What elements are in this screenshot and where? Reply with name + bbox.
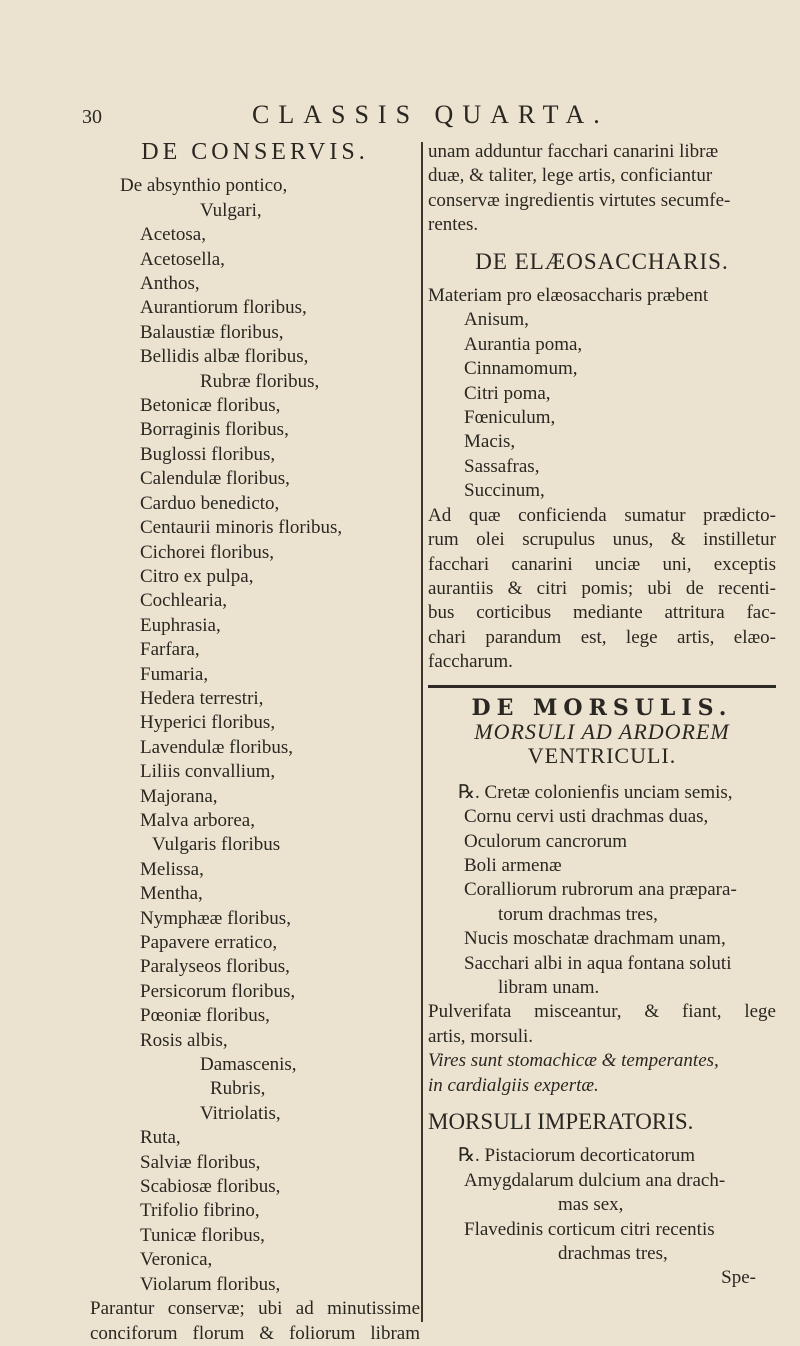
text-line: Damascenis, [200, 1054, 297, 1076]
text-line: Materiam pro elæosaccharis præbent [428, 285, 709, 307]
text-line: conciforum florum & foliorum libram [90, 1322, 420, 1344]
text-line: aurantiis & citri pomis; ubi de recenti- [428, 577, 776, 599]
text-line: Sacchari albi in aqua fontana soluti [464, 952, 732, 974]
section-title-conservis: DE CONSERVIS. [141, 139, 369, 165]
recipe-title-ventriculi: VENTRICULI. [527, 743, 677, 769]
text-line: Liliis convallium, [140, 761, 276, 783]
text-line: Flavedinis corticum citri recentis [464, 1218, 715, 1240]
text-line: ℞. Cretæ colonienfis unciam semis, [458, 781, 733, 803]
text-line: Nymphææ floribus, [140, 907, 291, 929]
conserve-list [90, 174, 420, 1346]
text-line: Farfara, [140, 639, 200, 661]
text-line: Lavendulæ floribus, [140, 736, 294, 758]
text-line: Rubræ floribus, [200, 370, 320, 392]
text-line: Pulverifata misceantur, & fiant, lege [428, 1001, 776, 1023]
text-line: Cichorei floribus, [140, 541, 275, 563]
text-line: Paralyseos floribus, [140, 956, 290, 978]
text-line: Rubris, [210, 1078, 266, 1100]
text-line: Oculorum cancrorum [464, 830, 628, 852]
text-line: Anthos, [140, 273, 200, 295]
text-line: Malva arborea, [140, 809, 255, 831]
text-line: faccharum. [428, 651, 513, 673]
text-line: Salviæ floribus, [140, 1151, 261, 1173]
text-line: Macis, [464, 431, 516, 453]
text-line: conservæ ingredientis virtutes secumfe- [428, 189, 731, 211]
text-line: Ad quæ conficienda sumatur prædicto- [428, 504, 776, 526]
text-line: Nucis moschatæ drachmam unam, [464, 928, 726, 950]
section-title-elaeosaccharis: DE ELÆOSACCHARIS. [475, 248, 729, 274]
text-line: Persicorum floribus, [140, 980, 296, 1002]
text-line: unam adduntur facchari canarini libræ [428, 141, 719, 162]
text-line: Anisum, [464, 309, 529, 331]
text-line: Citri poma, [464, 382, 551, 404]
text-line: Citro ex pulpa, [140, 565, 254, 587]
text-line: Vulgari, [200, 199, 262, 221]
text-line: Sassafras, [464, 455, 540, 477]
text-line: Violarum floribus, [140, 1273, 281, 1295]
text-line: bus corticibus mediante attritura fac- [428, 602, 776, 624]
text-line: torum drachmas tres, [498, 903, 658, 925]
text-line: Majorana, [140, 785, 218, 807]
recipe-ardorem-text [428, 781, 776, 1049]
text-line: rentes. [428, 214, 479, 236]
catchword: Spe- [721, 1267, 756, 1289]
page-number: 30 [82, 106, 102, 128]
text-line: Cinnamomum, [464, 358, 578, 380]
text-line: Euphrasia, [140, 614, 221, 636]
text-line: Carduo benedicto, [140, 492, 280, 514]
text-line: Melissa, [140, 858, 204, 880]
text-line: Ruta, [140, 1127, 181, 1149]
text-line: Fœniculum, [464, 407, 556, 429]
text-line: rum olei scrupulus unus, & instilletur [428, 529, 776, 551]
running-title: CLASSIS QUARTA. [252, 100, 609, 129]
text-line: Trifolio fibrino, [140, 1200, 260, 1222]
left-column [90, 140, 420, 1346]
text-line: Scabiosæ floribus, [140, 1176, 281, 1198]
text-line: Tunicæ floribus, [140, 1224, 265, 1246]
elaeosaccharis-text [428, 284, 776, 675]
text-line: drachmas tres, [558, 1243, 668, 1265]
text-line: Acetosa, [140, 224, 206, 246]
text-line: Buglossi floribus, [140, 443, 276, 465]
text-line: Cochlearia, [140, 590, 228, 612]
text-line: Papavere erratico, [140, 932, 278, 953]
text-line: Boli armenæ [464, 854, 562, 876]
text-line: Coralliorum rubrorum ana præpara- [464, 879, 737, 901]
text-line: Mentha, [140, 883, 203, 905]
text-line: Hyperici floribus, [140, 712, 276, 734]
text-line: chari parandum est, lege artis, elæo- [428, 626, 776, 648]
recipe-title-ardorem: MORSULI AD ARDOREM [474, 718, 730, 744]
text-line: Vulgaris floribus [152, 834, 281, 856]
running-header [82, 100, 770, 134]
text-line: mas sex, [558, 1194, 624, 1216]
text-line: facchari canarini unciæ uni, exceptis [428, 553, 776, 575]
text-line: Rosis albis, [140, 1029, 228, 1051]
text-line: duæ, & taliter, lege artis, conficiantur [428, 165, 713, 187]
vires-line-1: Vires sunt stomachicæ & temperantes, [428, 1050, 719, 1072]
vires-line-2: in cardialgiis expertæ. [428, 1074, 599, 1096]
text-line: Aurantiorum floribus, [140, 297, 307, 319]
right-column [428, 140, 776, 1291]
text-line: Aurantia poma, [464, 333, 583, 355]
column-divider [421, 142, 423, 1322]
text-line: Pœoniæ floribus, [140, 1005, 270, 1027]
text-line: Borraginis floribus, [140, 419, 289, 441]
text-line: Amygdalarum dulcium ana drach- [464, 1169, 726, 1191]
section-title-morsulis: DE MORSULIS. [471, 694, 733, 721]
text-line: Veronica, [140, 1249, 213, 1271]
text-line: Cornu cervi usti drachmas duas, [464, 806, 709, 828]
text-line: Balaustiæ floribus, [140, 321, 284, 343]
text-line: Succinum, [464, 480, 545, 502]
continuation-paragraph [428, 140, 776, 238]
text-line: artis, morsuli. [428, 1025, 534, 1047]
text-line: Betonicæ floribus, [140, 395, 281, 417]
recipe-imperatoris-text [428, 1144, 776, 1266]
recipe-title-imperatoris: MORSULI IMPERATORIS. [428, 1109, 694, 1135]
text-line: De absynthio pontico, [120, 175, 288, 197]
text-line: ℞. Pistaciorum decorticatorum [458, 1145, 696, 1167]
text-line: Hedera terrestri, [140, 687, 264, 709]
text-line: libram unam. [498, 977, 600, 998]
text-line: Parantur conservæ; ubi ad minutissime [90, 1298, 420, 1320]
text-line: Acetosella, [140, 248, 225, 270]
ornamental-rule [428, 685, 776, 688]
text-line: Fumaria, [140, 663, 209, 685]
text-line: Bellidis albæ floribus, [140, 346, 309, 368]
text-line: Centaurii minoris floribus, [140, 517, 343, 539]
text-line: Calendulæ floribus, [140, 468, 290, 490]
text-line: Vitriolatis, [200, 1102, 281, 1124]
